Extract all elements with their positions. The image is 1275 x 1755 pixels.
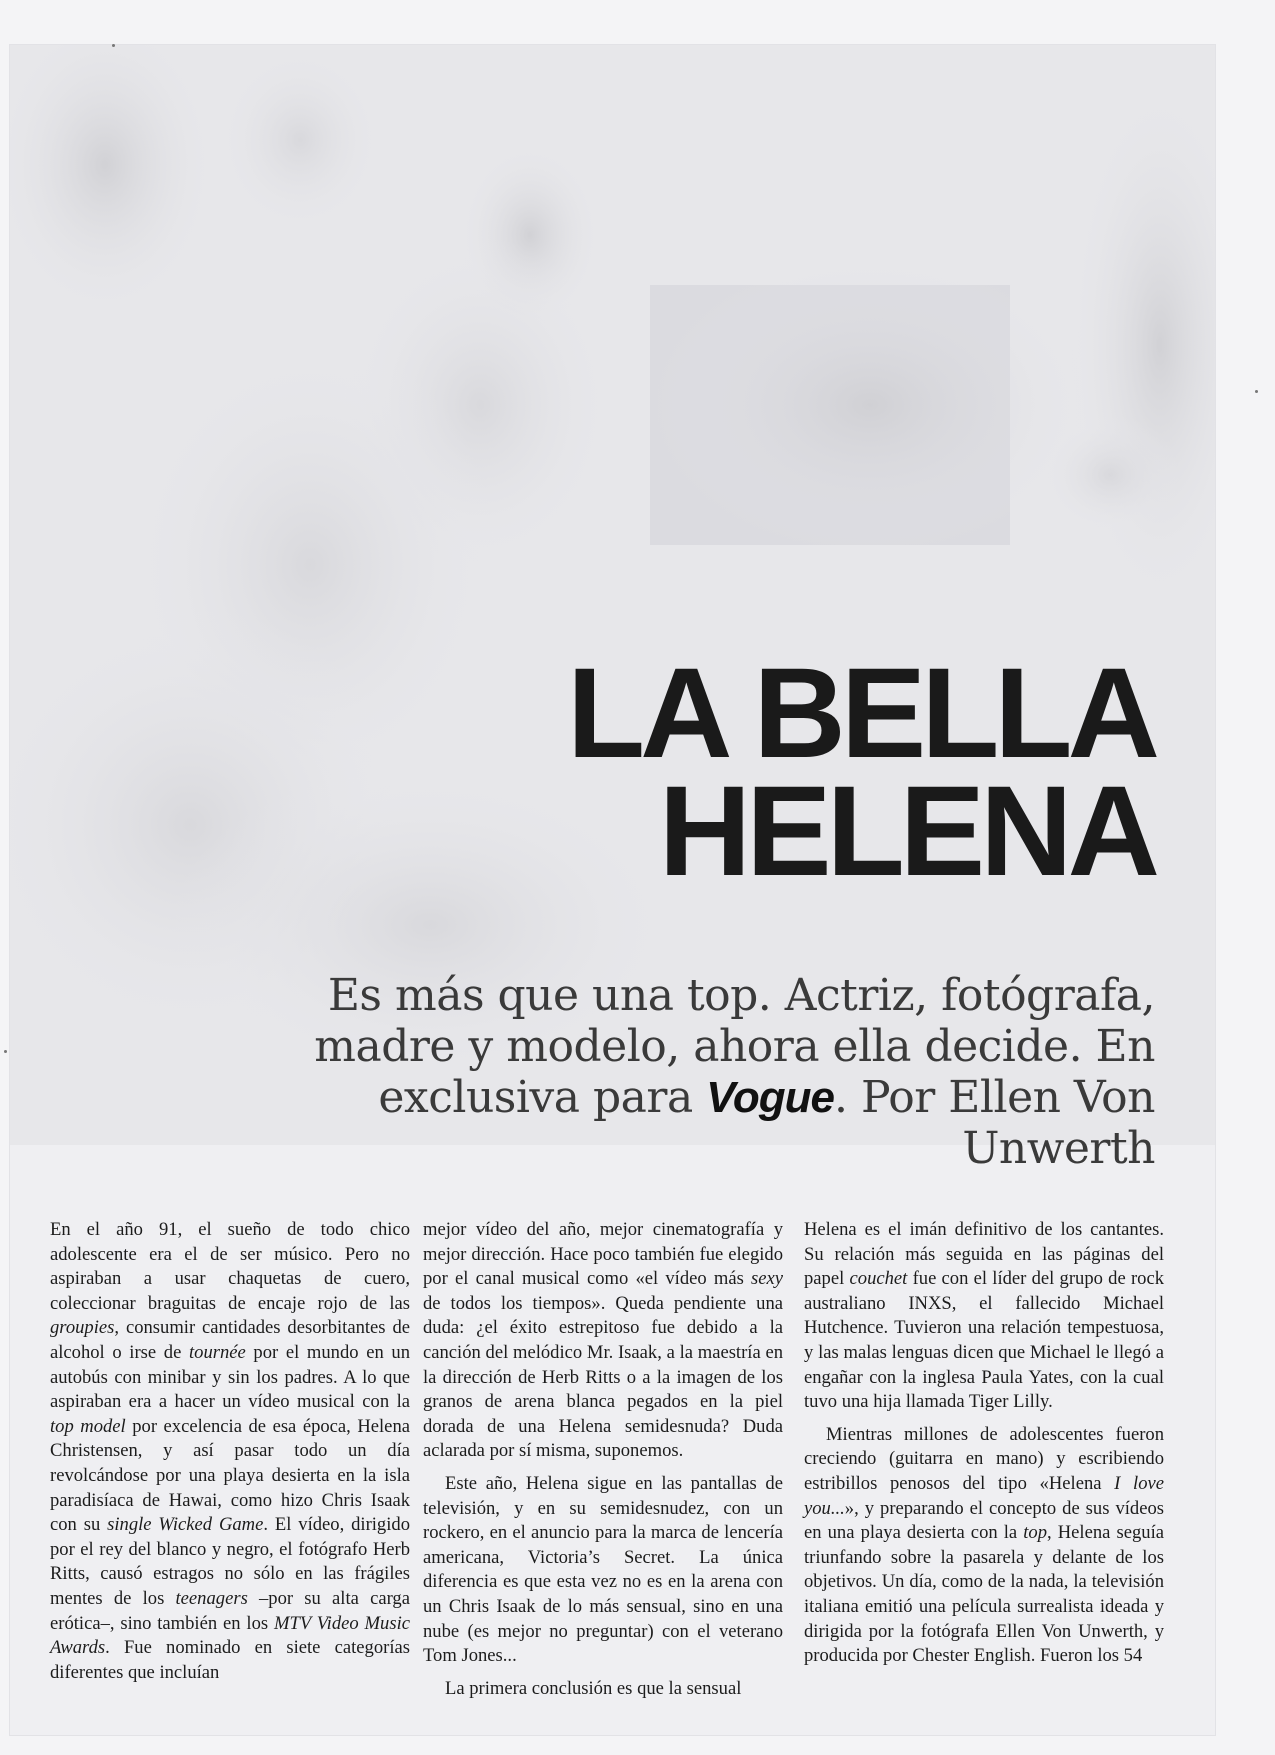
scan-speck <box>112 44 115 47</box>
headline-line-1: LA BELLA <box>566 642 1155 785</box>
text-run: . Fue nominado en siete categorías diferentes que incluían <box>50 1637 410 1683</box>
article-deck <box>275 970 1155 1174</box>
body-paragraph <box>50 1218 410 1685</box>
italic-text: teenagers <box>175 1587 248 1609</box>
text-run: En el año 91, el sueño de todo chico adolescente era el de ser músico. Pero no aspiraban a usar chaquetas de cuero, coleccionar braguitas de encaje rojo de las <box>50 1219 410 1314</box>
text-run: mejor vídeo del año, mejor cinematografía y mejor dirección. Hace poco también fue elegido por el canal musical como «el vídeo más <box>423 1219 783 1290</box>
text-run: de todos los tiempos». Queda pendiente una duda: ¿el éxito estrepitoso fue debido a la canción del melódico Mr. Isaak, a la maestría en la dirección de Herb Ritts o a la imagen de los granos de arena blanca pegados en la piel dorada de una Helena semidesnuda? Duda aclarada por sí misma, suponemos. <box>423 1292 783 1462</box>
italic-text: tournée <box>188 1341 246 1363</box>
italic-text: sexy <box>751 1268 783 1290</box>
italic-text: couchet <box>849 1268 908 1290</box>
text-run: La primera conclusión es que la sensual <box>445 1677 742 1699</box>
magazine-page <box>10 45 1215 1735</box>
text-run: Este año, Helena sigue en las pantallas de televisión, y en su semidesnudez, con un rockero, en el anuncio para la marca de lencería americana, Victoria’s Secret. La única diferencia es que esta vez no es en la arena con un Chris Isaak de lo más sensual, sino en una nube (es mejor no preguntar) con el veterano Tom Jones... <box>423 1472 783 1667</box>
text-run: fue con el líder del grupo de rock australiano INXS, el fallecido Michael Hutchence. Tuvieron una relación tempestuosa, y las malas lenguas dicen que Michael le llegó a engañar con la inglesa Paula Yates, con la cual tuvo una hija llamada Tiger Lilly. <box>804 1268 1165 1413</box>
italic-text: top <box>1023 1522 1048 1544</box>
text-run: », y preparando el concepto de sus vídeos en una playa desierta con la <box>804 1497 1164 1544</box>
scan-speck <box>4 1050 7 1053</box>
deck-text: Es más que una top. Actriz, fotógrafa, madre y modelo, ahora ella decide. En exclusiva para <box>314 970 1155 1123</box>
body-column-3 <box>804 1218 1164 1669</box>
text-run: . El vídeo, dirigido por el rey del blanco y negro, el fotógrafo Herb Ritts, causó estragos no sólo en las frágiles mentes de los <box>50 1514 410 1609</box>
body-paragraph <box>423 1677 783 1702</box>
text-run: , consumir cantidades desorbitantes de alcohol o irse de <box>50 1317 410 1363</box>
italic-text: MTV Video Music Awards <box>50 1612 410 1659</box>
magazine-name: Vogue <box>706 1073 834 1122</box>
text-run: por el mundo en un autobús con minibar y sin los padres. A lo que aspiraban era a hacer un vídeo musical con la <box>50 1341 410 1413</box>
article-headline <box>566 642 1155 903</box>
text-run: Mientras millones de adolescentes fueron creciendo (guitarra en mano) y escribiendo estribillos penosos del tipo «Helena <box>804 1423 1164 1494</box>
body-column-2 <box>423 1218 783 1701</box>
headline-line-2: HELENA <box>658 760 1155 903</box>
scan-speck <box>1255 390 1258 393</box>
italic-text: I love you... <box>804 1472 1164 1519</box>
italic-text: groupies <box>50 1317 115 1339</box>
text-run: , Helena seguía triunfando sobre la pasarela y delante de los objetivos. Un día, como de la nada, la televisión italiana emitió una película surrealista ideada y dirigida por la fotógrafa Ellen Von Unwerth, y producida por Chester English. Fueron los 54 <box>804 1522 1164 1667</box>
body-paragraph <box>423 1218 783 1464</box>
text-run: –por su alta carga erótica–, sino también en los <box>50 1587 410 1634</box>
body-column-1 <box>50 1218 410 1685</box>
text-run: Helena es el imán definitivo de los cantantes. Su relación más seguida en las páginas del papel <box>804 1219 1164 1290</box>
body-paragraph <box>804 1423 1164 1669</box>
text-run: por excelencia de esa época, Helena Christensen, y así pasar todo un día revolcándose por una playa desierta en la isla paradisíaca de Hawai, como hizo Chris Isaak con su <box>50 1415 410 1536</box>
italic-text: single Wicked Game <box>107 1514 264 1536</box>
body-paragraph <box>423 1472 783 1669</box>
italic-text: top model <box>50 1415 126 1437</box>
body-paragraph <box>804 1218 1164 1415</box>
deck-byline: . Por Ellen Von Unwerth <box>834 1072 1155 1174</box>
